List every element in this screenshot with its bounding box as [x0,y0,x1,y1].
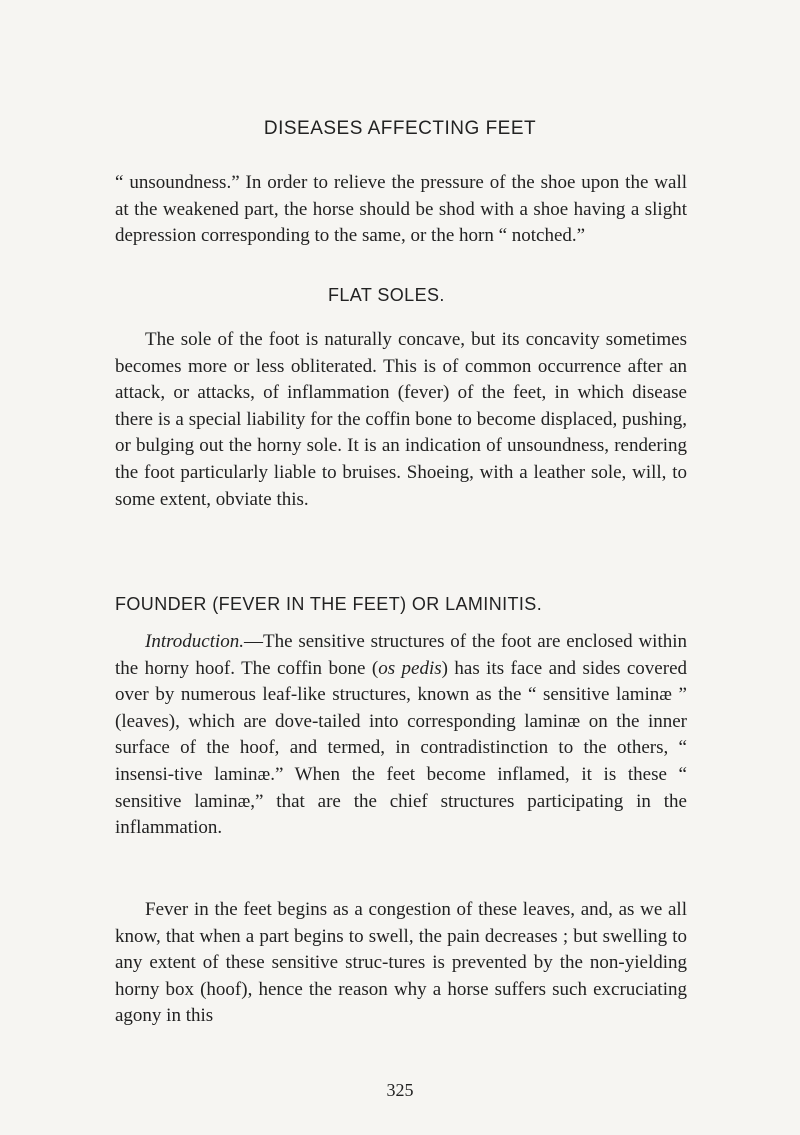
founder-intro-block [115,629,687,842]
running-head: DISEASES AFFECTING FEET [263,118,537,139]
flat-soles-paragraph: The sole of the foot is naturally concave, but its concavity sometimes becomes more or less obliterated. This is of common occurrence after an attack, or attacks, of inflammation (fever) of the feet, in which disease there is a special liability for the coffin bone to become displaced, pushing, or bulging out the horny sole. It is an indication of unsoundness, rendering the foot particularly liable to bruises. Shoeing, with a leather sole, will, to some extent, obviate this. [115,329,687,510]
intro-text-1: The sensitive structures of the foot are enclosed within the horny hoof. The coffin bone ( [115,631,687,679]
continued-paragraph-block [115,170,687,250]
founder-para2-block [115,897,687,1030]
founder-paragraph-2: Fever in the feet begins as a congestion of these leaves, and, as we all know, that when a part begins to swell, the pain decreases ; but swelling to any extent of these sensitive struc-tures is prevented by the non-yielding horny box (hoof), hence the reason why a horse suffers such excruciating agony in this [115,899,687,1027]
intro-text-2: ) has its face and sides covered over by numerous leaf-like structures, known as the “ sensitive laminæ ” (leaves), which are dove-tailed into corresponding laminæ on the inner surface of the hoof, and termed, in contradistinction to the others, “ insensi-tive laminæ.” When the feet become inflamed, it is these “ sensitive laminæ,” that are the chief structures participating in the inflammation. [115,657,687,839]
founder-intro-paragraph [115,629,687,842]
flat-soles-paragraph-block [115,327,687,513]
continued-paragraph: “ unsoundness.” In order to relieve the pressure of the shoe upon the wall at the weakened part, the horse should be shod with a shoe having a slight depression corresponding to the same, or the horn “ notched.” [115,172,687,247]
section-heading-flat-soles: FLAT SOLES. [328,285,445,305]
intro-dash: — [244,631,264,652]
page-number: 325 [386,1080,414,1100]
section-heading-founder: FOUNDER (FEVER IN THE FEET) OR LAMINITIS. [115,594,543,614]
intro-italic-term: os pedis [378,657,442,679]
intro-label: Introduction. [145,631,245,652]
